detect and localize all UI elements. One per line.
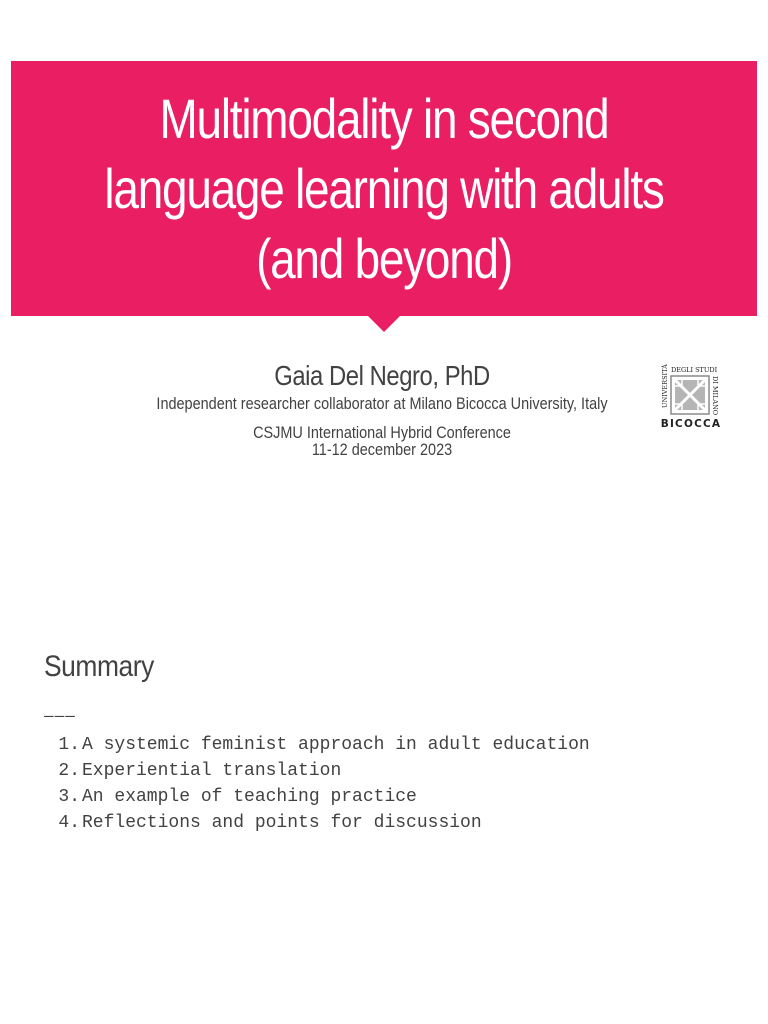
list-item-text: An example of teaching practice [82,787,417,807]
list-item [44,758,590,784]
logo-text-right: DI MILANO [711,376,719,416]
list-item-number: 1. [58,735,80,755]
title-banner-pointer [368,316,400,332]
list-item-number: 3. [58,787,80,807]
list-item-text: A systemic feminist approach in adult education [82,735,590,755]
list-item-text: Reflections and points for discussion [82,813,482,833]
list-item-text: Experiential translation [82,761,342,781]
list-item-number: 4. [58,813,80,833]
list-item [44,810,590,836]
author-block [100,358,664,458]
list-item-number: 2. [58,761,80,781]
summary-title: Summary [44,650,154,683]
logo-text-top: DEGLI STUDI [671,366,718,374]
list-item [44,784,590,810]
list-item [44,732,590,758]
conference-name: CSJMU International Hybrid Conference [253,423,511,442]
logo-text-bottom: BICOCCA [660,418,722,430]
logo-text-left: UNIVERSITÀ [661,364,669,408]
slide-title: Multimodality in second language learning with adults (and beyond) [104,86,664,290]
title-banner [11,61,757,316]
summary-divider: ——— [44,706,76,725]
author-affiliation: Independent researcher collaborator at Milano Bicocca University, Italy [156,394,608,413]
university-logo-icon [660,364,722,430]
author-name: Gaia Del Negro, PhD [274,360,490,391]
conference-date: 11-12 december 2023 [311,440,453,459]
summary-list [44,732,590,836]
